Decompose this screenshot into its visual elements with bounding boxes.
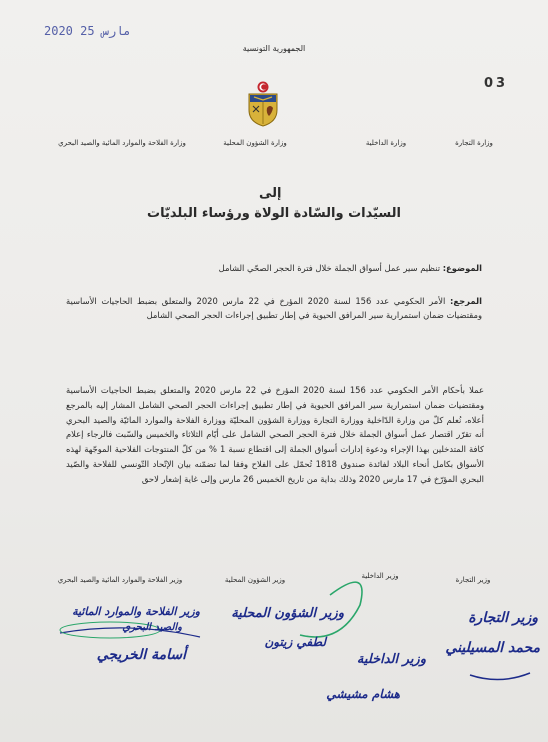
signatory-title-agriculture: وزير الفلاحة والموارد المائية والصيد البحري [57,576,183,584]
subject-text: تنظيم سير عمل أسواق الجملة خلال فترة الحجر الصحّي الشامل [218,263,441,273]
republic-heading: الجمهورية التونسية [242,44,306,53]
addressee: السيّدات والسّادة الولاة ورؤساء البلديّات [147,206,401,221]
body-paragraph: عملا بأحكام الأمر الحكومي عدد 156 لسنة 2020 المؤرخ في 22 مارس 2020 والمتعلق بضبط الحاجيات الأساسية ومقتضيات ضمان استمرارية سير المرافق الحيوية في إطار تطبيق إجراءات الحجر الصحي الشامل المشار إليه بالمرجع أعلاه، نُعلم كلّ من وزارة الدّاخلية ووزارة التجارة ووزارة الشؤون المحليّة ووزارة الفلاحة والموارد المائيّة والصيد البحري أنه تقرّر اقتصار عمل أسواق الجملة خلال فترة الحجر الصحي الشامل على أيّام الثلاثاء والخميس والسّبت فالرجاء إعلام كافة المتدخلين بهذا الإجراء ودعوة إدارات أسواق الجملة إلى اقتطاع نسبة 1 % من كلّ المنتوجات الفلاحية الموجّهة لهذه الأسواق بكامل أنحاء البلاد لفائدة صندوق 1818 تُحمّل على الفلاح وفقا لما تضمّنه بيان الإتّحاد التّونسي للفلاحة والصّيد البحري المؤرّخ في 17 مارس 2020 وذلك بداية من تاريخ الخميس 26 مارس وإلى غاية إشعار لاحق [66,385,485,484]
reference-number: 03 [484,76,509,91]
reference-text: الأمر الحكومي عدد 156 لسنة 2020 المؤرخ في 22 مارس 2020 والمتعلق بضبط الحاجيات الأساسية ومقتضيات ضمان استمرارية سير المرافق الحيوية في إطار تطبيق إجراءات الحجر الصحي الشامل [66,296,482,320]
signatory-title-interior: وزير الداخلية [361,572,399,580]
stamp-agriculture-line-2: والصيد البحري [122,622,182,633]
stamp-trade: وزير التجارة [468,610,538,626]
signature-name-local: لطفي زيتون [264,635,326,649]
signatory-title-trade: وزير التجارة [455,576,491,584]
subject-label: الموضوع: [442,263,482,273]
signatory-title-local: وزير الشؤون المحلية [224,576,286,584]
ministry-trade: وزارة التجارة [455,139,493,147]
signature-name-interior: هشام مشيشي [326,687,400,701]
stamp-agriculture: وزير الفلاحة والموارد المائية [72,605,200,618]
reference-block [66,295,482,322]
received-date-stamp: 2020 مارس 25 [44,24,131,38]
subject-line [190,263,482,273]
signature-name-agriculture: أسامة الخريجي [96,647,186,663]
ministry-agriculture: وزارة الفلاحة والموارد المائية والصيد البحري [58,139,186,147]
stamp-interior: وزير الداخلية [356,652,426,667]
ministry-local-affairs: وزارة الشؤون المحلية [223,139,287,147]
addressee-prefix: إلى [259,186,282,201]
signature-name-trade: محمد المسيليني [445,640,540,656]
ministry-interior: وزارة الداخلية [365,139,407,147]
reference-label: المرجع: [450,296,482,306]
tunisia-coat-of-arms-icon [244,80,282,128]
stamp-local-affairs: وزير الشؤون المحلية [231,606,344,621]
